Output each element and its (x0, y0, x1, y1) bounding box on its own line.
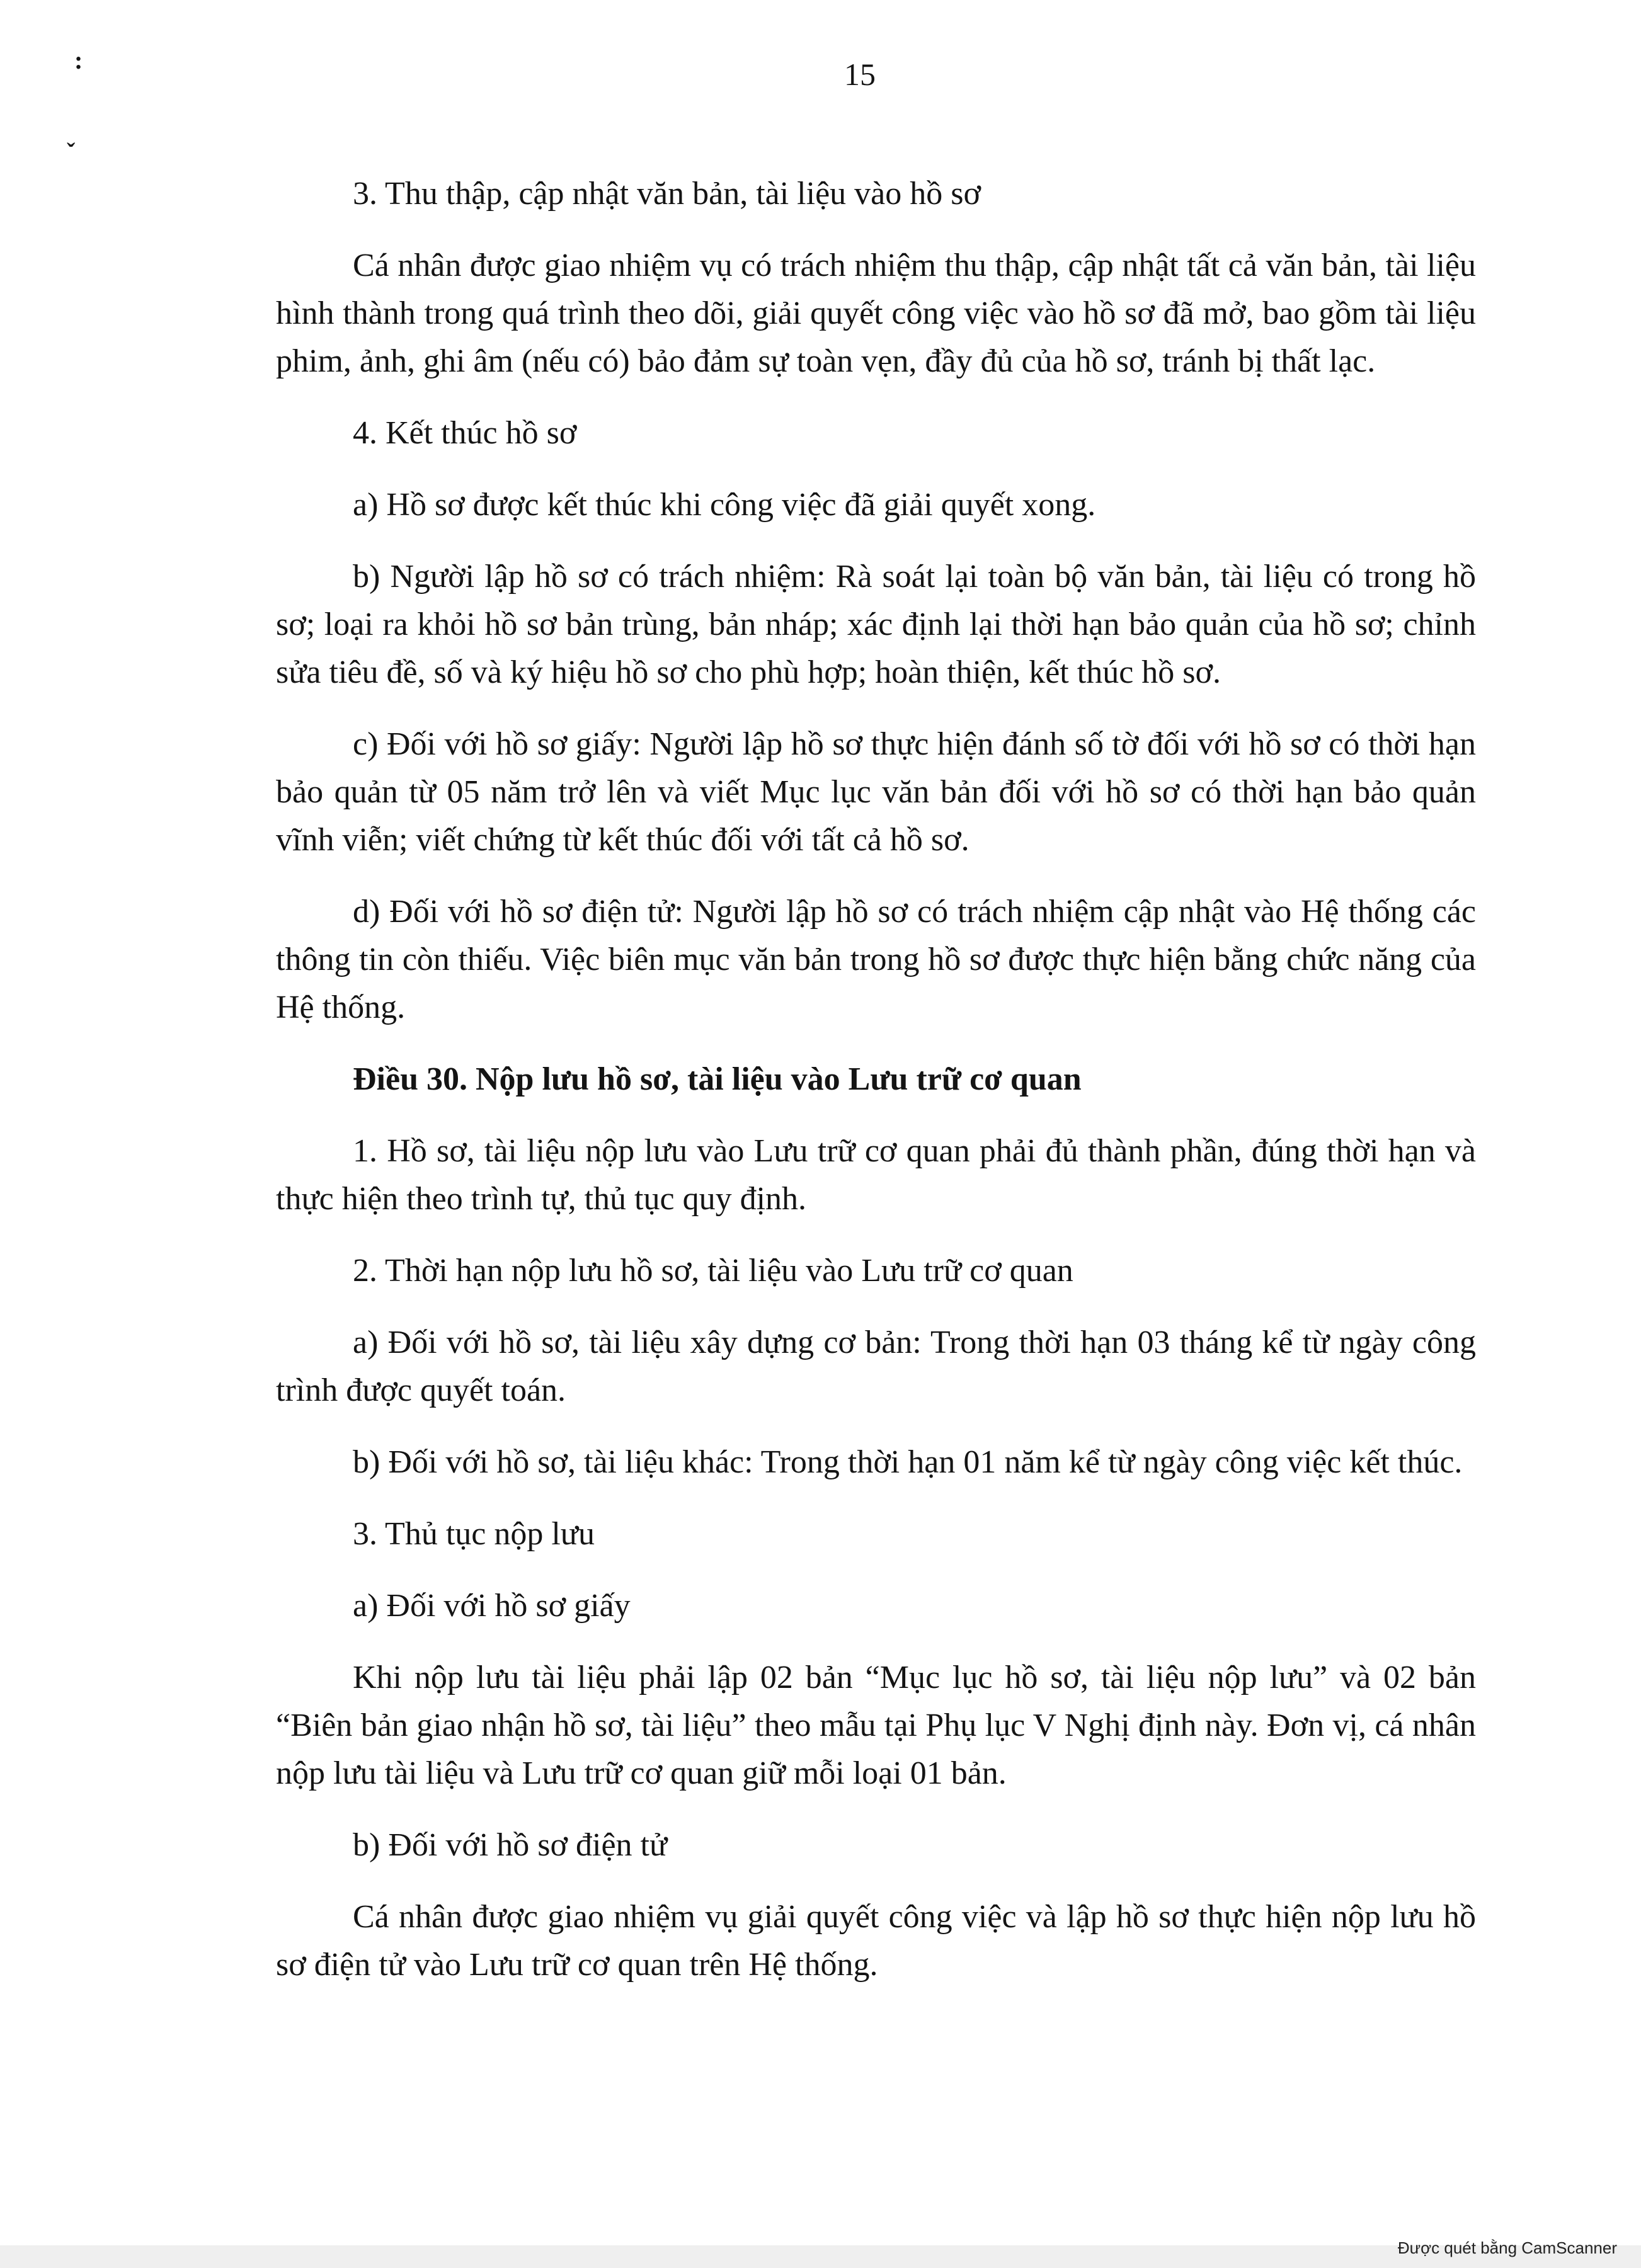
paragraph-30-3: 3. Thủ tục nộp lưu (353, 1516, 595, 1552)
scan-footer-strip (0, 2245, 1641, 2268)
paragraph-30-2b: b) Đối với hồ sơ, tài liệu khác: Trong thời hạn 01 năm kể từ ngày công việc kết thúc. (353, 1444, 1463, 1480)
paragraph-4a: a) Hồ sơ được kết thúc khi công việc đã giải quyết xong. (353, 487, 1096, 523)
paragraph-section-3: 3. Thu thập, cập nhật văn bản, tài liệu vào hồ sơ (353, 176, 981, 212)
margin-mark-bottom: ˇ (67, 138, 76, 166)
paragraph-30-2: 2. Thời hạn nộp lưu hồ sơ, tài liệu vào Lưu trữ cơ quan (353, 1253, 1073, 1289)
paragraph-paper-submission: Khi nộp lưu tài liệu phải lập 02 bản “Mục lục hồ sơ, tài liệu nộp lưu” và 02 bản “Biên bản giao nhận hồ sơ, tài liệu” theo mẫu tại Phụ lục V Nghị định này. Đơn vị, cá nhân nộp lưu tài liệu và Lưu trữ cơ quan giữ mỗi loại 01 bản. (276, 1660, 1476, 1791)
page-number: 15 (844, 57, 876, 92)
camscanner-watermark: Được quét bằng CamScanner (1397, 2238, 1617, 2257)
paragraph-4c: c) Đối với hồ sơ giấy: Người lập hồ sơ thực hiện đánh số tờ đối với hồ sơ có thời hạn bảo quản từ 05 năm trở lên và viết Mục lục văn bản đối với hồ sơ có thời hạn bảo quản vĩnh viễn; viết chứng từ kết thúc đối với tất cả hồ sơ. (276, 726, 1476, 858)
paragraph-30-1: 1. Hồ sơ, tài liệu nộp lưu vào Lưu trữ cơ quan phải đủ thành phần, đúng thời hạn và thực hiện theo trình tự, thủ tục quy định. (276, 1133, 1476, 1217)
paragraph-4b: b) Người lập hồ sơ có trách nhiệm: Rà soát lại toàn bộ văn bản, tài liệu có trong hồ sơ; loại ra khỏi hồ sơ bản trùng, bản nháp; xác định lại thời hạn bảo quản của hồ sơ; chỉnh sửa tiêu đề, số và ký hiệu hồ sơ cho phù hợp; hoàn thiện, kết thúc hồ sơ. (276, 559, 1476, 690)
article-30-heading: Điều 30. Nộp lưu hồ sơ, tài liệu vào Lưu trữ cơ quan (353, 1061, 1082, 1097)
paragraph-30-3b: b) Đối với hồ sơ điện tử (353, 1827, 668, 1863)
paragraph-collection: Cá nhân được giao nhiệm vụ có trách nhiệm thu thập, cập nhật tất cả văn bản, tài liệu hình thành trong quá trình theo dõi, giải quyết công việc vào hồ sơ đã mở, bao gồm tài liệu phim, ảnh, ghi âm (nếu có) bảo đảm sự toàn vẹn, đầy đủ của hồ sơ, tránh bị thất lạc. (276, 248, 1476, 379)
paragraph-section-4: 4. Kết thúc hồ sơ (353, 415, 577, 451)
document-body (276, 170, 1476, 2013)
paragraph-4d: d) Đối với hồ sơ điện tử: Người lập hồ sơ có trách nhiệm cập nhật vào Hệ thống các thông tin còn thiếu. Việc biên mục văn bản trong hồ sơ được thực hiện bằng chức năng của Hệ thống. (276, 894, 1476, 1025)
paragraph-30-2a: a) Đối với hồ sơ, tài liệu xây dựng cơ bản: Trong thời hạn 03 tháng kể từ ngày công trình được quyết toán. (276, 1325, 1476, 1408)
paragraph-30-3a: a) Đối với hồ sơ giấy (353, 1588, 631, 1624)
paragraph-electronic-submission: Cá nhân được giao nhiệm vụ giải quyết công việc và lập hồ sơ thực hiện nộp lưu hồ sơ điện tử vào Lưu trữ cơ quan trên Hệ thống. (276, 1899, 1476, 1983)
margin-mark-top: : (74, 46, 83, 74)
